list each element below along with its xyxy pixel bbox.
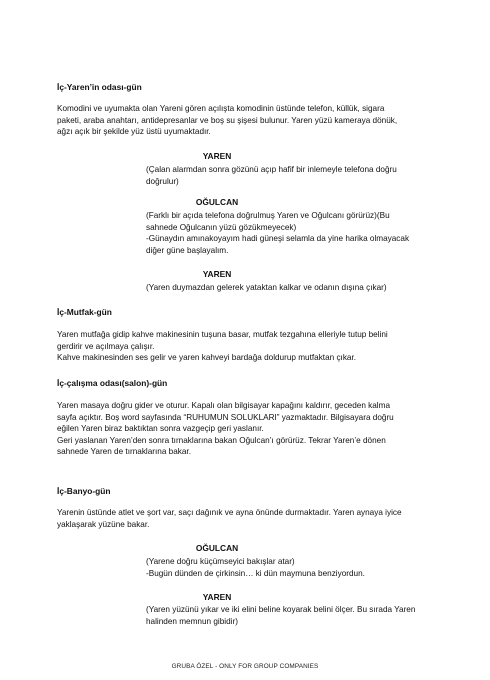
action-paragraph: Yarenin üstünde atlet ve şort var, saçı dağınık ve ayna önünde durmaktadır. Yaren aynaya iyice yaklaşarak yüzüne bakar. (57, 508, 402, 529)
dialogue-text: (Yaren duymazdan gelerek yataktan kalkar ve odanın dışına çıkar) (146, 283, 387, 292)
scene-heading: İç-Banyo-gün (57, 486, 111, 496)
dialogue-text: (Farklı bir açıda telefona doğrulmuş Yaren ve Oğulcanı görürüz)(Bu sahnede Oğulcanın yüzü gözükmeyecek) -Günaydın amınakoyayım hadi güneşi selamla da yine harika olmayacak diğer güne başlayalım. (146, 211, 410, 255)
character-name: OĞULCAN (195, 197, 239, 207)
character-name: YAREN (202, 151, 232, 161)
action-paragraph: Yaren mutfağa gidip kahve makinesinin tuşuna basar, mutfak tezgahına elleriyle tutup belini gerdirir ve açılmaya çalışır. Kahve makinesinden ses gelir ve yaren kahveyi bardağa doldurup mutfaktan çıkar. (57, 330, 388, 362)
action-paragraph: Yaren masaya doğru gider ve oturur. Kapalı olan bilgisayar kapağını kaldırır, geceden kalma sayfa açıktır. Boş word sayfasında “RUHUMUN SOLUKLARI” yazmaktadır. Bilgisayara doğru eğilen Yaren biraz baktıktan sonra vazgeçip geri yaslanır. Geri yaslanan Yaren’den sonra tırnaklarına bakan Oğulcan’ı görürüz. Tekrar Yaren’e dönen sahnede Yaren de tırnaklarına bakar. (57, 401, 394, 456)
dialogue-text: (Yaren yüzünü yıkar ve iki elini beline koyarak belini ölçer. Bu sırada Yaren halinden memnun gibidir) (146, 605, 416, 626)
scene-heading: İç-çalışma odası(salon)-gün (57, 378, 168, 388)
page-footer: GRUBA ÖZEL - ONLY FOR GROUP COMPANIES (171, 663, 319, 670)
character-name: OĞULCAN (195, 543, 239, 553)
action-paragraph: Komodini ve uyumakta olan Yareni gören açılışta komodinin üstünde telefon, küllük, sigara paketi, araba anahtarı, antidepresanlar ve boş su şişesi bulunur. Yaren yüzü kameraya dönük, ağzı açık bir şekilde yüz üstü uyumaktadır. (57, 104, 398, 136)
dialogue-text: (Çalan alarmdan sonra gözünü açıp hafif bir inlemeyle telefona doğru doğrulur) (146, 165, 397, 186)
dialogue-text: (Yarene doğru küçümseyici bakışlar atar) -Bugün dünden de çirkinsin… ki dün maymuna benziyordun. (146, 557, 365, 578)
scene-heading: İç-Mutfak-gün (57, 307, 112, 317)
character-name: YAREN (202, 592, 232, 602)
scene-heading: İç-Yaren’in odası-gün (57, 82, 142, 92)
character-name: YAREN (202, 269, 232, 279)
